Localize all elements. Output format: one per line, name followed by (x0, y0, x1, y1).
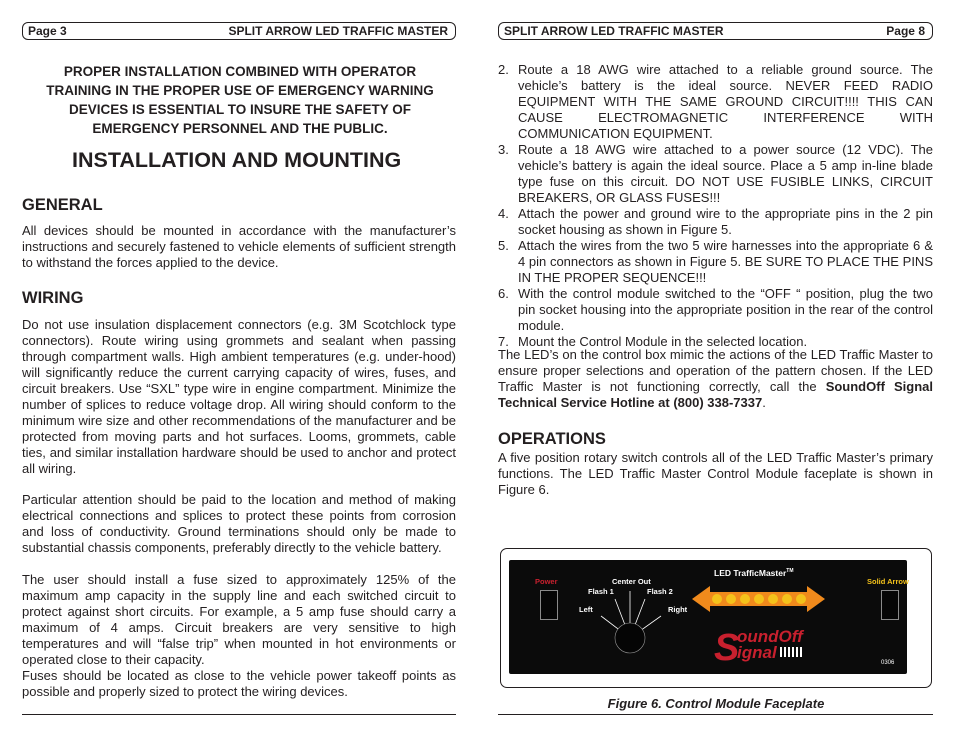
step-item: 4. Attach the power and ground wire to the appropriate pins in the 2 pin socket housing as shown in Figure 5. (498, 206, 933, 237)
general-heading: GENERAL (22, 196, 103, 214)
product-name: LED TrafficMaster™ (714, 568, 794, 578)
led-dot (782, 594, 792, 604)
wiring-heading: WIRING (22, 289, 84, 307)
right-label: Right (668, 605, 688, 614)
flash-1-label: Flash 1 (588, 587, 614, 596)
step-item: 7. Mount the Control Module in the selected location. (498, 334, 808, 349)
power-label: Power (535, 577, 558, 586)
control-module-figure (500, 548, 932, 688)
solid-arrow-label: Solid Arrow (867, 577, 909, 586)
flash-2-label: Flash 2 (647, 587, 673, 596)
step-item: 3. Route a 18 AWG wire attached to a power source (12 VDC). The vehicle’s battery is again the ideal source. Place a 5 amp in-line blade type fuse on this circuit. DO NOT USE FUSIBLE LINKS, CIRCUIT BREAKERS, OR GLASS FUSES!!! (498, 142, 933, 205)
figure-caption: Figure 6. Control Module Faceplate (607, 696, 825, 711)
page-title: INSTALLATION AND MOUNTING (72, 148, 402, 172)
safety-warning: PROPER INSTALLATION COMBINED WITH OPERATOR TRAINING IN THE PROPER USE OF EMERGENCY WARNING DEVICES IS ESSENTIAL TO INSURE THE SAFETY OF EMERGENCY PERSONNEL AND THE PUBLIC. (46, 64, 434, 136)
model-code: 0306 (881, 660, 895, 666)
operations-text: A five position rotary switch controls all of the LED Traffic Master’s primary functions. The LED Traffic Master Control Module faceplate is shown in Figure 6. (498, 450, 933, 497)
led-dot (726, 594, 736, 604)
wiring-paragraph-3: The user should install a fuse sized to approximately 125% of the maximum amp capacity in the supply line and each switched circuit to protect against short circuits. For example, a 5 amp fuse should carry a maximum of 4 amps. Circuit breakers are very sensitive to high temperatures and will “false trip” when mounted in hot environments or operated close to their capacity. (22, 572, 456, 667)
led-dot (754, 594, 764, 604)
control-module-faceplate (509, 560, 907, 674)
led-dot (796, 594, 806, 604)
general-text: All devices should be mounted in accordance with the manufacturer’s instructions and securely fastened to vehicle elements of sufficient strength to withstand the forces applied to the device. (22, 223, 456, 270)
installation-steps (498, 62, 933, 350)
wiring-paragraph-1: Do not use insulation displacement connectors (e.g. 3M Scotchlock type connectors). Route wiring using grommets and sealant when passing through compartment walls. High ambient temperatures (e.g. under-hood) will significantly reduce the current carrying capacity of wires, fuses, and circuit breakers. Use “SXL” type wire in engine compartment. Minimize the number of splices to reduce voltage drop. All wiring should conform to the minimum wire size and other recommendations of the manufacturer and be protected from moving parts and hot surfaces. Looms, grommets, cable ties, and similar installation hardware should be used to anchor and protect all wiring. (22, 317, 456, 476)
led-dot (768, 594, 778, 604)
center-out-label: Center Out (612, 577, 651, 586)
soundoff-signal-logo (714, 627, 805, 669)
step-item: 5. Attach the wires from the two 5 wire harnesses into the appropriate 6 & 4 pin connectors as shown in Figure 5. BE SURE TO PLACE THE PINS IN THE PROPER SEQUENCE!!! (498, 238, 933, 285)
wiring-paragraph-4: Fuses should be located as close to the vehicle power takeoff points as possible and properly sized to protect the wiring devices. (22, 668, 456, 699)
left-page-number: Page 3 (28, 24, 67, 38)
left-footer-rule (22, 714, 456, 715)
hotline-text: SoundOff Signal Technical Service Hotline at (800) 338-7337 (498, 379, 934, 410)
operations-heading: OPERATIONS (498, 430, 606, 448)
step-item: 6. With the control module switched to the “OFF “ position, plug the two pin socket housing into the appropriate position in the rear of the control module. (498, 286, 933, 333)
rotary-switch-knob[interactable] (615, 623, 645, 653)
led-mimic-text: The LED’s on the control box mimic the actions of the LED Traffic Master to ensure proper selections and operation of the pattern chosen. If the LED Traffic Master is not functioning correctly, call the SoundOff Signal Technical Service Hotline at (800) 338-7337. (498, 347, 934, 410)
right-footer-rule (498, 714, 933, 715)
led-dot (712, 594, 722, 604)
left-page-header-title: SPLIT ARROW LED TRAFFIC MASTER (228, 24, 448, 38)
left-page-header (22, 22, 456, 40)
left-label: Left (579, 605, 593, 614)
faceplate-graphics (509, 560, 907, 674)
wiring-paragraph-2: Particular attention should be paid to the location and method of making electrical connections and splices to protect these points from corrosion and loss of conductivity. Ground terminations should only be made to substantial chassis components, preferably directly to the vehicle battery. (22, 492, 456, 555)
right-page-header-title: SPLIT ARROW LED TRAFFIC MASTER (504, 24, 724, 38)
right-page-number: Page 8 (886, 24, 925, 38)
svg-text:ignal: ignal (737, 643, 777, 662)
right-page-header (498, 22, 933, 40)
svg-text:S: S (714, 627, 740, 669)
step-item: 2. Route a 18 AWG wire attached to a reliable ground source. The vehicle’s battery is the ideal source. NEVER FEED RADIO EQUIPMENT WITH THE SAME GROUND CIRCUIT!!!! THIS CAN CAUSE ELECTROMAGNETIC INTERFERENCE WITH COMMUNICATION EQUIPMENT. (498, 62, 933, 141)
led-dot (740, 594, 750, 604)
svg-text:oundOff: oundOff (737, 627, 803, 646)
